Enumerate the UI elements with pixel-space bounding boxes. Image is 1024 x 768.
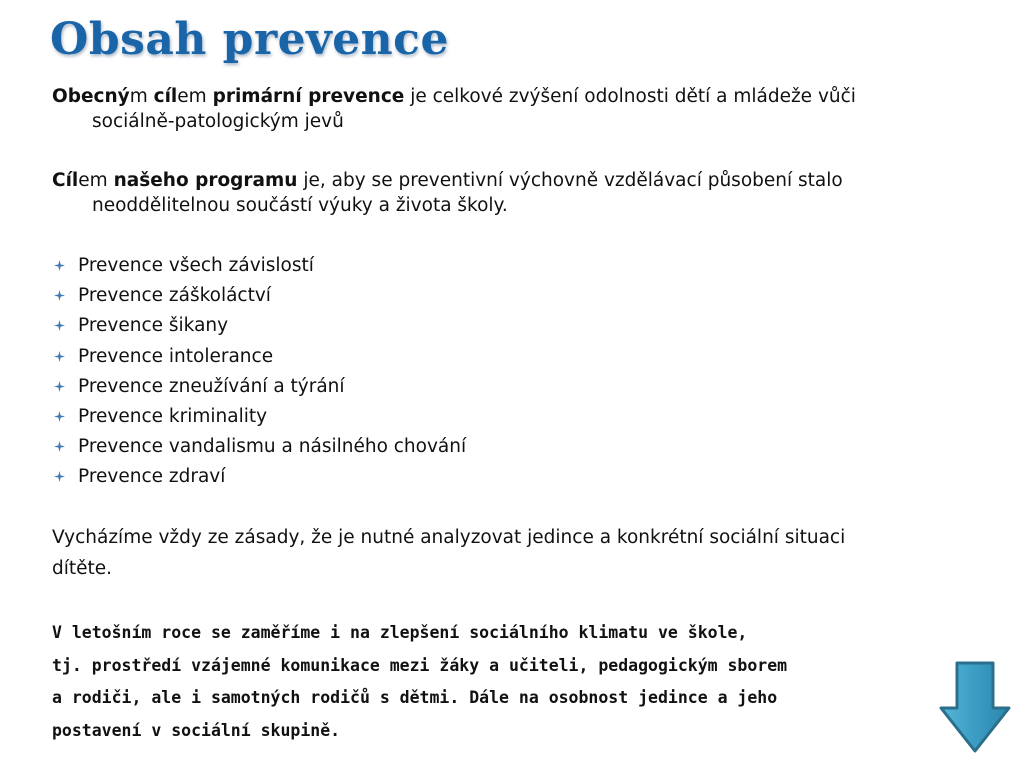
list-item (52, 251, 466, 281)
diamond-bullet-icon (54, 441, 65, 452)
emphasis-paragraph (52, 617, 787, 747)
bold-cil: cíl (153, 86, 178, 107)
text-fragment: m (129, 86, 154, 107)
prevention-list (52, 251, 466, 493)
list-item (52, 372, 466, 402)
bold-primarni-prevence: primární prevence (212, 86, 405, 107)
bold-cil: Cíl (52, 170, 79, 191)
diamond-bullet-icon (54, 320, 65, 331)
list-item-label: Prevence vandalismu a násilného chování (78, 436, 467, 458)
list-item (52, 462, 466, 492)
primary-prevention-paragraph (52, 84, 982, 134)
diamond-bullet-icon (54, 260, 65, 271)
program-goal-paragraph (52, 168, 982, 218)
diamond-bullet-icon (54, 351, 65, 362)
page-title: Obsah prevence (50, 14, 449, 65)
diamond-bullet-icon (54, 290, 65, 301)
list-item-label: Prevence intolerance (78, 345, 274, 367)
list-item-label: Prevence všech závislostí (78, 255, 314, 276)
diamond-bullet-icon (54, 411, 65, 422)
emphasis-line: tj. prostředí vzájemné komunikace mezi žáky a učiteli, pedagogickým sborem (52, 655, 788, 675)
list-item (52, 311, 466, 341)
text-fragment: je, aby se preventivní výchovně vzdělávací působení stalo (297, 170, 843, 191)
list-item (52, 342, 466, 372)
diamond-bullet-icon (54, 381, 65, 392)
list-item-label: Prevence zdraví (78, 466, 226, 488)
text-fragment: em (78, 170, 114, 191)
list-item-label: Prevence zneužívání a týrání (78, 375, 345, 397)
diamond-bullet-icon (54, 471, 65, 482)
emphasis-line: postavení v sociální skupině. (52, 720, 341, 740)
paragraph-continuation: neoddělitelnou součástí výuky a života školy. (92, 195, 508, 216)
emphasis-line: a rodiči, ale i samotných rodičů s dětmi. Dále na osobnost jedince a jeho (52, 688, 778, 707)
list-item-label: Prevence šikany (78, 315, 229, 337)
down-arrow-icon[interactable] (938, 660, 1012, 754)
list-item-label: Prevence záškoláctví (78, 285, 271, 307)
closing-paragraph (52, 522, 982, 584)
paragraph-continuation: sociálně-patologickým jevů (92, 111, 344, 132)
emphasis-line: V letošním roce se zaměříme i na zlepšení sociálního klimatu ve škole, (52, 623, 748, 642)
list-item (52, 402, 466, 432)
closing-line: dítěte. (52, 558, 113, 579)
closing-line: Vycházíme vždy ze zásady, že je nutné analyzovat jedince a konkrétní sociální situaci (52, 527, 846, 548)
bold-obecny: Obecný (52, 86, 130, 107)
bold-naseho-programu: našeho programu (113, 170, 298, 191)
list-item-label: Prevence kriminality (78, 405, 268, 427)
list-item (52, 432, 466, 462)
text-fragment: em (177, 86, 213, 107)
list-item (52, 281, 466, 311)
text-fragment: je celkové zvýšení odolnosti dětí a mládeže vůči (404, 86, 856, 107)
